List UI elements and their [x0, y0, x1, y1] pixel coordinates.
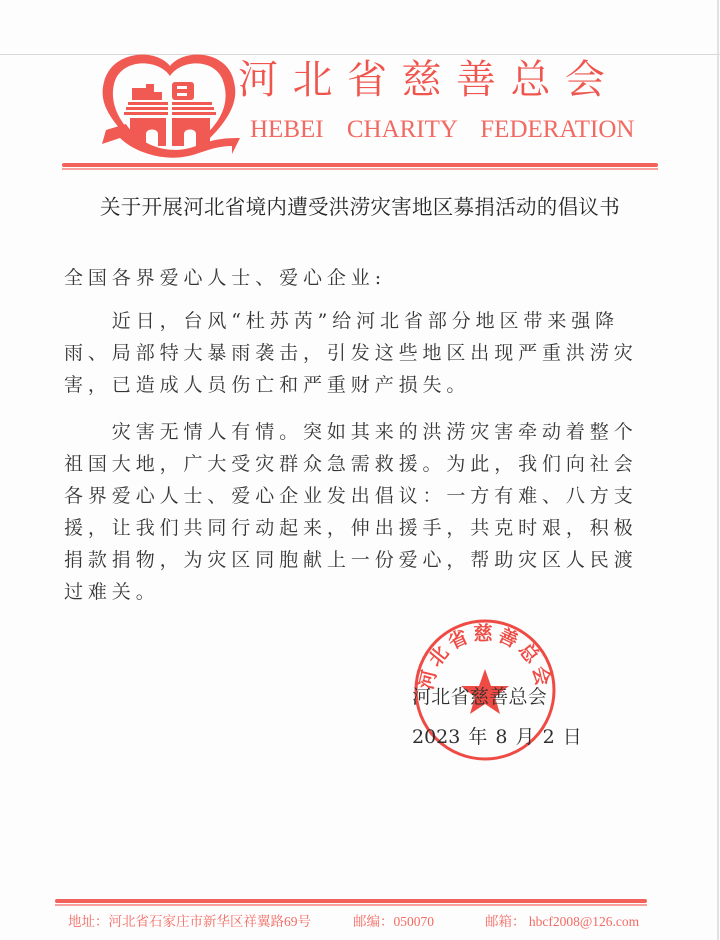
footer-email: 邮箱： hbcf2008@126.com [485, 914, 640, 929]
seal-text: 河北省慈善总会 [415, 622, 555, 692]
org-name-cn: 河北省慈善总会 [238, 57, 620, 103]
divider-thick-line [62, 163, 658, 167]
letterhead-divider [62, 163, 658, 170]
salutation: 全国各界爱心人士、爱心企业: [64, 267, 387, 289]
footer-postcode: 邮编：050070 [353, 914, 434, 929]
page-right-border [717, 0, 719, 940]
signature-date: 2023 年 8 月 2 日 [412, 726, 582, 748]
paragraph: 近日，台风“杜苏芮”给河北省部分地区带来强降雨、局部特大暴雨袭击，引发这些地区出现严重洪涝灾害，已造成人员伤亡和严重财产损失。 [64, 310, 638, 396]
divider-thick-line [55, 899, 647, 903]
divider-thin-line [62, 168, 658, 170]
footer-divider [55, 899, 647, 906]
document-title: 关于开展河北省境内遭受洪涝灾害地区募捐活动的倡议书 [100, 195, 620, 219]
org-name-en: HEBEI CHARITY FEDERATION [250, 116, 635, 143]
footer-contact [68, 912, 639, 932]
hebei-charity-heart-logo [100, 54, 240, 162]
paragraph: 灾害无情人有情。突如其来的洪涝灾害牵动着整个祖国大地，广大受灾群众急需救援。为此，我们向社会各界爱心人士、爱心企业发出倡议：一方有难、八方支援，让我们共同行动起来，伸出援手，共克时艰，积极捐款捐物，为灾区同胞献上一份爱心，帮助灾区人民渡过难关。 [64, 421, 638, 603]
divider-thin-line [55, 904, 647, 906]
signature-org: 河北省慈善总会 [412, 686, 548, 708]
footer-address: 地址：河北省石家庄市新华区祥翼路69号 [68, 914, 311, 929]
